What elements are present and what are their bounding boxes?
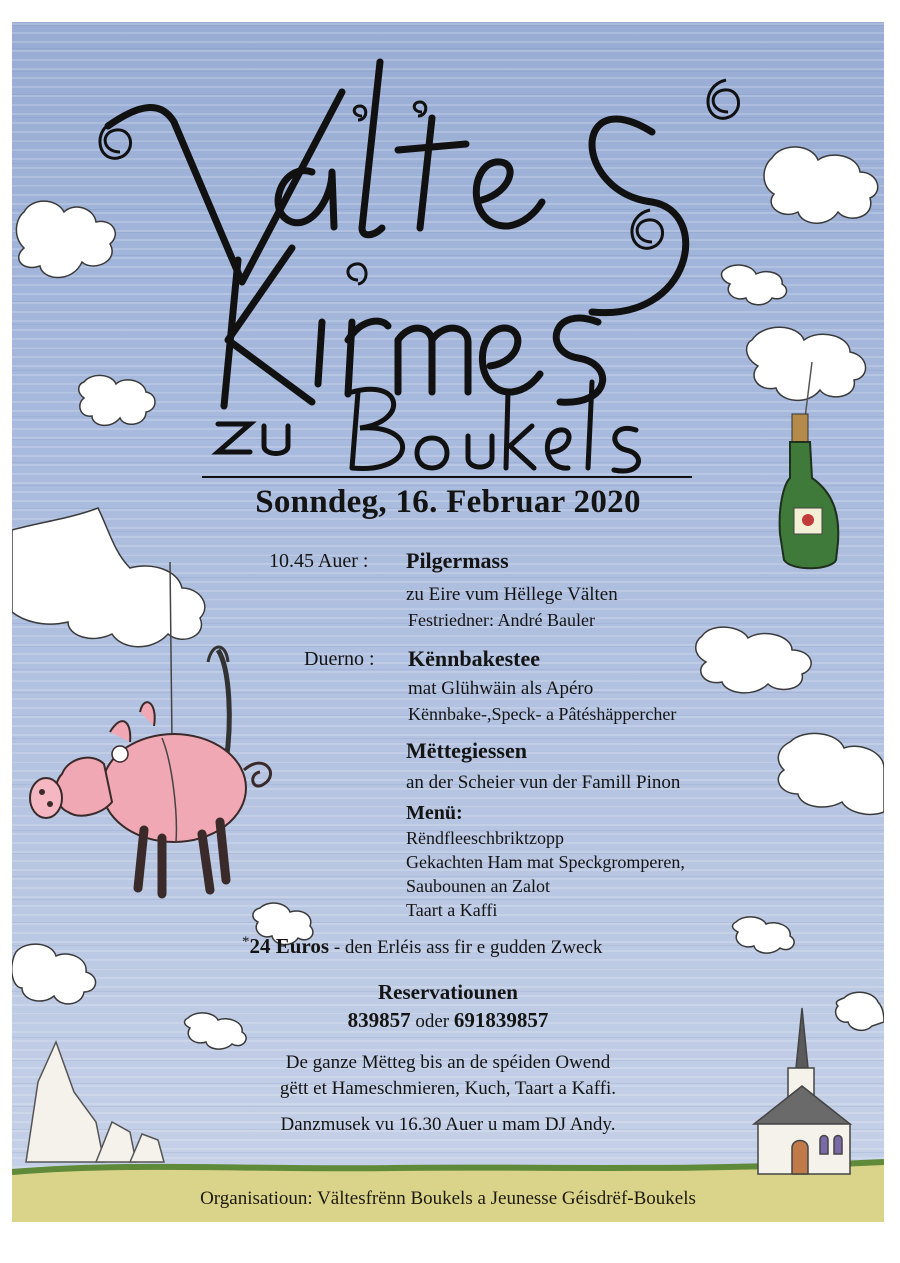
menu-label: Menü: <box>406 802 463 824</box>
price-note: - den Erléis ass fir e gudden Zweck <box>329 937 603 958</box>
lunch-title: Mëttegiessen <box>406 738 527 763</box>
reservations-numbers <box>12 1008 884 1033</box>
phone-separator: oder <box>410 1011 454 1032</box>
cloud-icon <box>733 917 795 953</box>
menu-item: Rëndfleeschbriktzopp <box>406 828 564 848</box>
mass-detail: zu Eire vum Hëllege Välten <box>406 584 618 605</box>
cloud-icon <box>778 733 884 814</box>
cloud-icon <box>79 375 155 425</box>
menu-item: Taart a Kaffi <box>406 900 498 920</box>
organisers: Organisatioun: Vältesfrënn Boukels a Jeunesse Géisdrëf-Boukels <box>200 1188 696 1209</box>
afternoon-line: De ganze Mëtteg bis an de spéiden Owend <box>285 1052 611 1073</box>
mass-time-label: 10.45 Auer : <box>269 550 369 572</box>
price-line <box>242 934 602 959</box>
menu-item: Gekachten Ham mat Speckgromperen, <box>406 852 685 872</box>
cloud-icon <box>12 508 205 647</box>
afternoon-line: gëtt et Hameschmieren, Kuch, Taart a Kaffi. <box>279 1078 617 1099</box>
event-date: Sonndeg, 16. Februar 2020 <box>255 484 641 520</box>
price-asterisk: * <box>242 934 250 950</box>
phone-number: 691839857 <box>453 1008 549 1032</box>
poster <box>12 22 884 1222</box>
cloud-icon <box>696 627 811 693</box>
dance-info: Danzmusek vu 16.30 Auer u mam DJ Andy. <box>280 1114 616 1135</box>
tea-detail: mat Glühwäin als Apéro <box>408 678 594 699</box>
menu-item: Saubounen an Zalot <box>406 876 550 896</box>
tea-title: Kënnbakestee <box>408 646 540 671</box>
cloud-icon <box>722 265 787 305</box>
cloud-icon <box>764 147 878 223</box>
lunch-location: an der Scheier vun der Famill Pinon <box>406 772 681 793</box>
after-label: Duerno : <box>304 648 375 670</box>
reservations-title: Reservatiounen <box>378 980 518 1004</box>
phone-number: 839857 <box>347 1008 411 1032</box>
mass-speaker: Festriedner: André Bauler <box>408 610 595 630</box>
price-amount: 24 Euros <box>249 934 330 958</box>
mass-title: Pilgermass <box>406 548 509 573</box>
cloud-icon <box>747 327 866 400</box>
cloud-icon <box>16 201 115 277</box>
tea-snacks: Kënnbake-,Speck- a Pâtéshäppercher <box>408 704 677 724</box>
